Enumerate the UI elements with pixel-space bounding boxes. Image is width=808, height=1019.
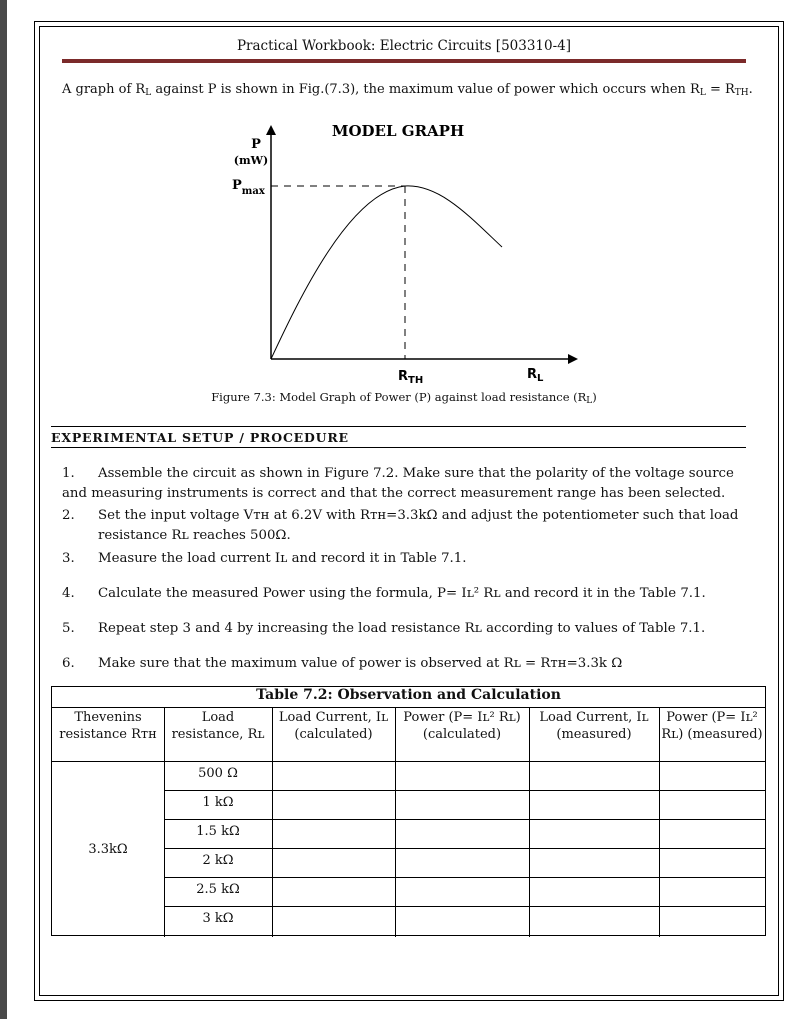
step-1: 1. Assemble the circuit as shown in Figure 7.2. Make sure that the polarity of the voltage source <box>62 466 734 481</box>
page-header: Practical Workbook: Electric Circuits [503310-4] <box>236 38 572 54</box>
load-value-cell: 500 Ω <box>198 766 238 781</box>
step-3: 3. Measure the load current Iʟ and record it in Table 7.1. <box>62 551 467 566</box>
row-divider <box>52 761 765 762</box>
col-divider <box>659 707 660 937</box>
pmax-label: $P_{max}$ <box>232 178 265 197</box>
load-value-cell: 1 kΩ <box>202 795 234 810</box>
step-6: 6. Make sure that the maximum value of power is observed at Rʟ = Rᴛʜ=3.3k Ω <box>62 656 623 671</box>
figure-caption: Figure 7.3: Model Graph of Power (P) against load resistance $(R_L)$ <box>211 390 597 406</box>
row-divider <box>164 848 765 849</box>
load-value-cell: 3 kΩ <box>202 911 234 926</box>
step-1-cont: and measuring instruments is correct and that the correct measurement range has been selected. <box>62 486 726 501</box>
section-heading: EXPERIMENTAL SETUP / PROCEDURE <box>51 426 746 448</box>
row-divider <box>164 790 765 791</box>
row-divider <box>164 906 765 907</box>
row-divider <box>164 819 765 820</box>
row-divider <box>164 877 765 878</box>
observation-table <box>51 686 766 936</box>
left-edge-bar <box>0 0 7 1019</box>
col-divider <box>164 707 165 937</box>
step-2-cont: resistance Rʟ reaches 500Ω. <box>98 528 291 543</box>
header-load-resistance: Load resistance, Rʟ <box>171 710 265 742</box>
load-value-cell: 1.5 kΩ <box>196 824 240 839</box>
intro-paragraph: A graph of $R_L$ against P is shown in Fig.(7.3), the maximum value of power which occurs when $R_L = R_{TH}$. <box>62 82 753 98</box>
y-axis-label: P <box>251 137 261 152</box>
procedure-steps <box>62 464 746 671</box>
rth-label: $R_{TH}$ <box>398 369 424 386</box>
model-graph <box>180 112 600 387</box>
power-curve <box>271 186 502 359</box>
y-axis-arrow <box>266 125 276 135</box>
graph-title: MODEL GRAPH <box>331 122 465 140</box>
col-divider <box>272 707 273 937</box>
header-power-calc: Power (P= Iʟ² Rʟ) (calculated) <box>403 710 521 742</box>
load-value-cell: 2 kΩ <box>202 853 234 868</box>
row-divider <box>52 707 765 708</box>
y-axis-unit: (mW) <box>233 154 269 167</box>
step-5: 5. Repeat step 3 and 4 by increasing the load resistance Rʟ according to values of Table 7.1. <box>62 621 706 636</box>
header-power-meas: Power (P= Iʟ² Rʟ) (measured) <box>661 710 763 742</box>
x-axis-arrow <box>568 354 578 364</box>
header-thevenin: Thevenins resistance Rᴛʜ <box>59 710 157 742</box>
col-divider <box>529 707 530 937</box>
rl-label: $R_L$ <box>527 367 544 384</box>
header-rule <box>62 59 746 63</box>
load-value-cell: 2.5 kΩ <box>196 882 240 897</box>
header-load-current-calc: Load Current, Iʟ (calculated) <box>278 710 389 742</box>
step-2: 2. Set the input voltage Vᴛʜ at 6.2V with Rᴛʜ=3.3kΩ and adjust the potentiometer such that load <box>62 508 739 523</box>
col-divider <box>395 707 396 937</box>
header-load-current-meas: Load Current, Iʟ (measured) <box>539 710 649 742</box>
thevenin-value: 3.3kΩ <box>88 842 128 857</box>
table-caption: Table 7.2: Observation and Calculation <box>256 687 561 703</box>
step-4: 4. Calculate the measured Power using the formula, P= Iʟ² Rʟ and record it in the Table 7.1. <box>62 586 706 601</box>
